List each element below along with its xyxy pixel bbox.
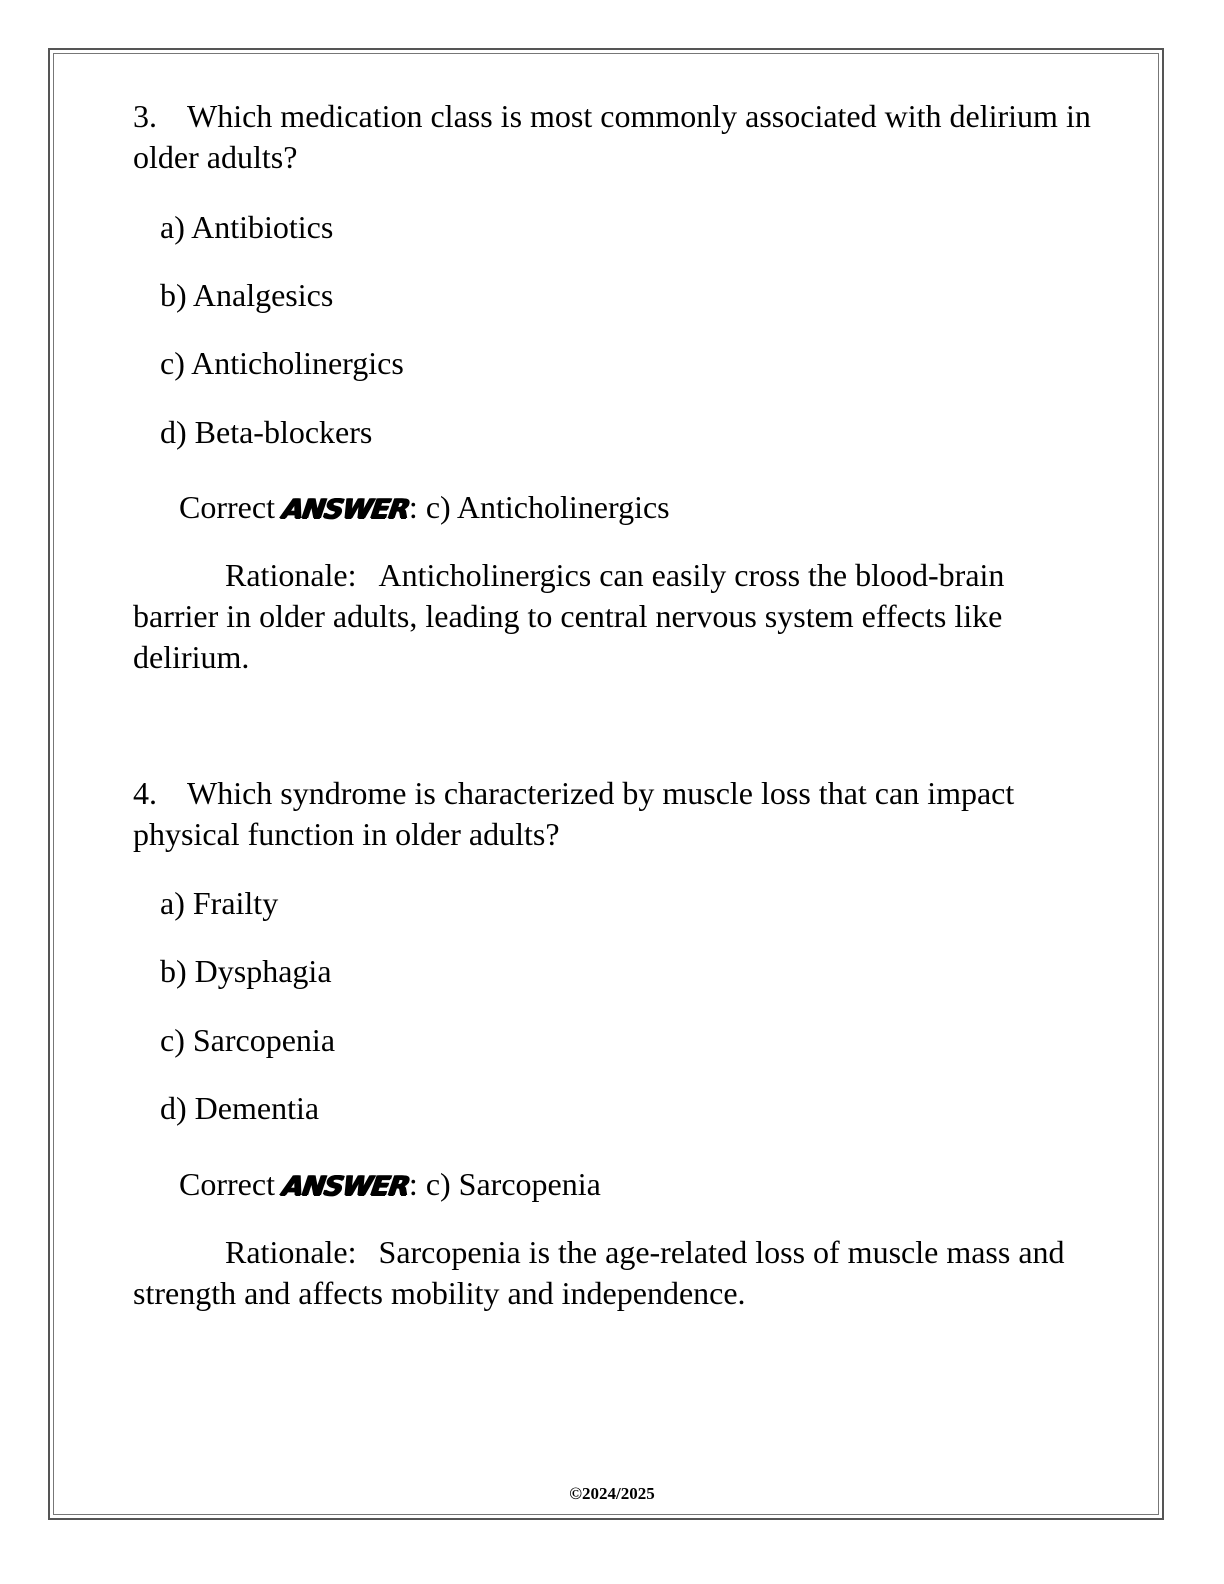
question-number: 3.: [133, 98, 157, 134]
question-text: [133, 96, 1093, 178]
answer-prefix: Correct: [179, 489, 275, 525]
question-number: 4.: [133, 775, 157, 811]
answer-label: ANSWER: [280, 494, 412, 525]
question-text: [133, 773, 1093, 855]
option-c: c) Anticholinergics: [160, 345, 404, 381]
correct-answer: [133, 1164, 601, 1207]
option-d: d) Dementia: [160, 1090, 320, 1126]
copyright-footer: ©2024/2025: [569, 1484, 655, 1503]
answer-prefix: Correct: [179, 1166, 275, 1202]
question-4: [133, 773, 1093, 1311]
answer-value: : c) Anticholinergics: [408, 489, 670, 525]
rationale: [133, 1232, 1093, 1314]
correct-answer: [133, 487, 670, 530]
rationale: [133, 555, 1093, 678]
rationale-text: Anticholinergics can easily cross the blood-brain barrier in older adults, leading to central nervous system effects like delirium.: [133, 557, 1005, 675]
option-c: c) Sarcopenia: [160, 1022, 336, 1058]
rationale-text: Sarcopenia is the age-related loss of muscle mass and strength and affects mobility and independence.: [133, 1234, 1065, 1311]
answer-label: ANSWER: [280, 1171, 412, 1202]
question-3: [133, 96, 1093, 675]
question-stem: Which medication class is most commonly associated with delirium in older adults?: [133, 98, 1091, 175]
question-stem: Which syndrome is characterized by muscle loss that can impact physical function in older adults?: [133, 775, 1015, 852]
option-b: b) Dysphagia: [160, 953, 332, 989]
option-a: a) Antibiotics: [160, 209, 334, 245]
option-d: d) Beta-blockers: [160, 414, 373, 450]
rationale-label: Rationale:: [225, 557, 357, 593]
option-a: a) Frailty: [160, 885, 279, 921]
option-b: b) Analgesics: [160, 277, 334, 313]
answer-value: : c) Sarcopenia: [408, 1166, 601, 1202]
rationale-label: Rationale:: [225, 1234, 357, 1270]
